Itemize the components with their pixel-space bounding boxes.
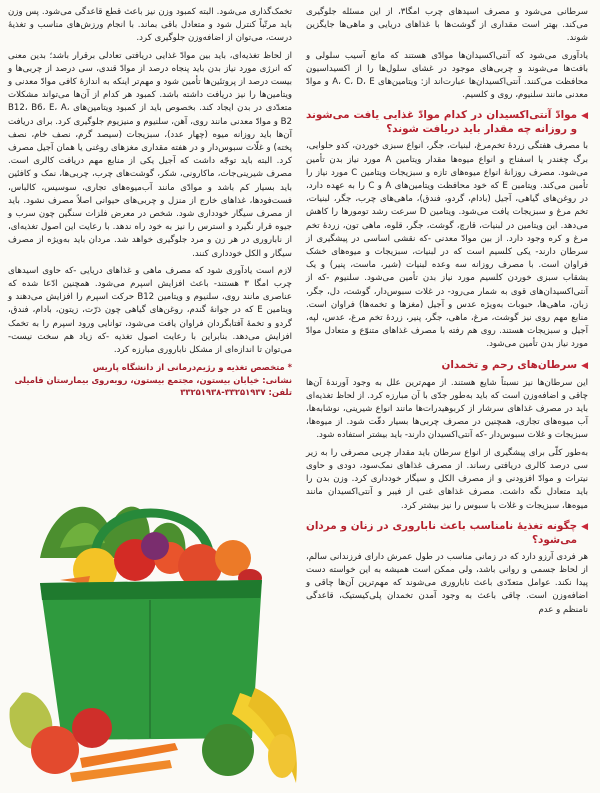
nutrition-balance-paragraph: از لحاظ تغذیه‌ای، باید بین موادّ غذایی دریافتی تعادلی برقرار باشد؛ بدین معنی که انرژی مورد نیاز بدن باید پنجاه درصد از موادّ قندی، سی درصد از چربی‌ها و بیست درصد از پروتئین‌ها تأمین شود و مهم‌تر اینکه به اندازهٔ کافی موادّ معدنی و ویتامین‌ها را نیز دریافت داشته باشد. کمبود هر کدام از آن‌ها می‌تواند مشکلات متعدّدی در بدن ایجاد کند. بخصوص باید از کمبود ویتامین‌های B12، B6، E، A، B2 و موادّ معدنی مانند روی، آهن، سلنیوم و منیزیوم جلوگیری کرد. برای دریافت آن‌ها باید روزانه میوه (چهار عدد)، سبزیجات (سیصد گرم، نصف خام، نصف پخته) و غلّات سبوس‌دار و در هفته مقداری مغزهای روغنی یا همان آجیل مصرف کرد. البته باید توجّه داشت که آجیل یکی از منابع مهم دریافت کالری است. مصرف شیرینی‌جات، ماکارونی، شکر، گوشت‌های چرب، چربی‌ها، نمک و کافئین باید بسیار کم باشد و موادّی مانند آب‌میوه‌های تجاری، سوسیس، کالباس، فست‌فودها، غذاهای خارج از منزل و چربی‌های حیوانی اصلاً مصرف نشود. باید از مصرف سیگار خودداری شود. شخص در معرض فلزات سنگین چون سرب و جیوه قرار نگیرد و استرس را نیز به خود راه ندهد. با رعایت این اصول تغذیه‌ای، از ناباروری در هر زن و مرد جلوگیری خواهد شد. مردان باید به‌ویژه از مصرف سیگار و الکل خودداری کنند. xyxy=(8,50,292,259)
antioxidant-paragraph: یادآوری می‌شود که آنتی‌اکسیدان‌ها موادّی هستند که مانع آسیب سلولی و بافت‌ها می‌شوند و چربی‌های موجود در غشای سلول‌ها را از اکسیداسیون محافظت می‌کنند. آنتی‌اکسیدان‌ها عبارت‌اند از: ویتامین‌های A، C، D، E و موادّ معدنی مانند سلنیوم، روی و کلسیم. xyxy=(306,50,588,101)
triangle-bullet-icon: ◀ xyxy=(581,111,588,122)
ovulation-paragraph: تخمک‌گذاری می‌شود. البته کمبود وزن نیز باعث قطع قاعدگی می‌شود. پس وزن باید مرتّباً کنترل شود و متعادل باقی بماند. با انجام ورزش‌های مناسب و تغذیهٔ درست، می‌توان از اضافه‌وزن جلوگیری کرد. xyxy=(8,7,292,44)
intro-paragraph: سرطانی می‌شود و مصرف اسیدهای چرب امگا۳، از این مسئله جلوگیری می‌کند. بهتر است مقداری از گوشت‌ها با غذاهای دریایی و ماهی‌ها جایگزین شوند. xyxy=(306,7,588,44)
section-heading-antioxidants: ◀ موادّ آنتی‌اکسیدان در کدام موادّ غذایی یافت می‌شوند و روزانه چه مقدار باید دریافت شوند؟ xyxy=(306,109,588,136)
section-heading-cancers: ◀ سرطان‌های رحم و تخمدان xyxy=(441,358,588,371)
triangle-bullet-icon: ◀ xyxy=(581,360,588,371)
left-column xyxy=(8,6,292,399)
cancer-paragraph-1: این سرطان‌ها نیز نسبتاً شایع هستند. از مهم‌ترین علل به وجود آورندهٔ آن‌ها چاقی و اضافه‌وزن است که باید به‌طور جدّی با آن مبارزه کرد. از لحاظ تغذیه‌ای باید در مصرف غذاهای سرشار از کربوهیدرات‌ها مانند انواع شیرینی، نوشابه‌ها، آب میوه‌های تجاری، همچنین در مصرف چربی‌ها بسیار دقّت شود. از میوه‌ها، سبزیجات و غلات سبوس‌دار -که آنتی‌اکسیدان دارند- باید بیشتر استفاده شود. xyxy=(306,377,588,441)
triangle-bullet-icon: ◀ xyxy=(581,521,588,532)
author-contact xyxy=(8,361,292,398)
author-address: نشانی: خیابان بیستون، مجتمع بیستون، روبه‌روی بیمارستان فامیلی xyxy=(14,374,292,385)
author-phone: تلفن: ۳۳۲۵۱۹۳۷-۳۳۲۵۱۹۳۸ xyxy=(180,387,292,398)
infertility-paragraph: هر فردی آرزو دارد که در زمانی مناسب در طول عمرش دارای فرزندانی سالم، از لحاظ جسمی و روانی باشد، ولی ممکن است همیشه به این خواسته دست پیدا نکند. عوامل متعدّدی باعث ناباروری می‌شوند که مهم‌ترین آن‌ها چاقی و اضافه‌وزن است. چاقی باعث به وجود آمدن تخمدان پلی‌کیستیک، قاعدگی نامنظم و عدم xyxy=(306,551,588,615)
antioxidant-sources-paragraph: با مصرف هفتگی زردهٔ تخم‌مرغ، لبنیات، جگر، انواع سبزی خوردن، کدو حلوایی، برگ چغندر یا اسفناج و انواع میوه‌ها مقدار ویتامین A مورد نیاز بدن تأمین می‌شود. مصرف روزانهٔ انواع میوه‌های تازه و سبزیجات ویتامین C مورد نیاز را تأمین می‌کند. ویتامین E که خود محافظت ویتامین‌های A و C را به عهده دارد، در روغن‌های گیاهی، آجیل (بادام، گردو، فندق)، ماهی‌های چرب، جگر، لبنیات، تخم مرغ و سبزیجات یافت می‌شود. ویتامین D سرعت رشد تومورها را کاهش می‌دهد. این ویتامین در لبنیات، قارچ، گوشت، جگر، قلوه، ماهی تون، زردهٔ تخم مرغ و کره وجود دارد. از بین موادّ معدنی -که نقشی اساسی در پیشگیری از سرطان دارند- یکی کلسیم است که در لبنیات، سبزیجات و میوه‌های خشک فراوان است. با مصرف روزانه سه وعده لبنیات (شیر، ماست، پنیر) و یک بشقاب سبزی خوردن کلسیم مورد نیاز بدن تأمین می‌شود. سلنیوم -که از آنتی‌اکسیدان‌های قوی به شمار می‌رود- در غلات سبوس‌دار، گوشت، دل، جگر، زبان، ماهی‌ها، حبوبات به‌ویژه عدس و آجیل (مغزها و تخمه‌ها) فراوان است. منابع مهم روی نیز گوشت، مرغ، ماهی، جگر، پنیر، زردهٔ تخم مرغ، عدس، لپه، آجیل و سبزیجات هستند. روی هم رفته با مصرف غذاهای متنوّع و متعادل موادّ مورد نیاز بدن تأمین می‌شود. xyxy=(306,141,589,350)
grocery-bag-photo xyxy=(0,488,300,793)
section-heading-infertility: ◀ چگونه تغذیهٔ نامناسب باعث ناباروری در زنان و مردان می‌شود؟ xyxy=(306,519,588,546)
right-column xyxy=(306,6,588,621)
sperm-nutrition-paragraph: لازم است یادآوری شود که مصرف ماهی و غذاهای دریایی -که حاوی اسیدهای چرب امگا ۳ هستند- باعث افزایش اسپرم می‌شود. همچنین ادّعا شده که عناصری مانند روی، سلنیوم و ویتامین B12 حرکت اسپرم را افزایش می‌دهند و ویتامین E که در جوانهٔ گندم، روغن‌های گیاهی چون ذرّت، زیتون، بادام، فندق، گردو و تخمهٔ آفتابگردان فراوان یافت می‌شود، توانایی ورود اسپرم را به تخمک افزایش می‌دهد. بنابراین با رعایت اصول تغذیه -که زیاد هم سخت نیست- می‌توان تا اندازه‌ای از مشکل ناباروری مبارزه کرد. xyxy=(8,265,292,356)
grocery-bag-illustration xyxy=(0,488,300,793)
cancer-paragraph-2: به‌طور کلّی برای پیشگیری از انواع سرطان باید مقدار چربی مصرفی را به زیر سی درصد کالری دریافتی رساند. از مصرف غذاهای نمک‌سود، دودی و حاوی نیترات و موادّ افزودنی و از مصرف الکل و سیگار خودداری کرد. وزن بدن را باید متعادل نگه داشت. مصرف غذاهای غنی از فیبر و آنتی‌اکسیدان مانند میوه‌ها، سبزیجات و غلات با سبوس را نیز بیشتر کرد. xyxy=(306,447,588,511)
author-credential: * متخصص تغذیه و رژیم‌درمانی از دانشگاه پاریس xyxy=(92,362,292,373)
